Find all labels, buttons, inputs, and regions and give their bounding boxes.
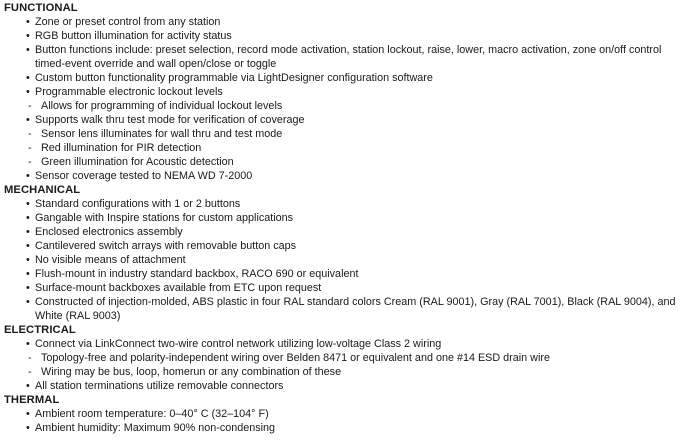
- sub-list-item-text: Red illumination for PIR detection: [41, 142, 202, 154]
- list-item-text: Standard configurations with 1 or 2 buttons: [35, 198, 241, 210]
- sub-list-item: [4, 365, 678, 379]
- bullet-icon: •: [26, 198, 30, 210]
- list-item-text: Programmable electronic lockout levels: [35, 86, 223, 98]
- section-thermal: [4, 393, 678, 435]
- list-item: [4, 29, 678, 43]
- sub-list-item-text: Allows for programming of individual lockout levels: [41, 100, 283, 112]
- list-item-text: Sensor coverage tested to NEMA WD 7-2000: [35, 170, 253, 182]
- list-item: [4, 71, 678, 85]
- section-heading: MECHANICAL: [4, 184, 81, 196]
- bullet-list: [4, 337, 678, 393]
- section-electrical: [4, 323, 678, 393]
- list-item-text: Enclosed electronics assembly: [35, 226, 183, 238]
- bullet-icon: •: [26, 44, 30, 56]
- bullet-icon: •: [26, 408, 30, 420]
- list-item-text: Zone or preset control from any station: [35, 16, 221, 28]
- list-item: [4, 337, 678, 379]
- bullet-icon: •: [26, 212, 30, 224]
- sub-list-item: [4, 155, 678, 169]
- list-item: [4, 295, 678, 323]
- dash-icon: -: [28, 142, 32, 154]
- list-item-text: No visible means of attachment: [35, 254, 186, 266]
- dash-icon: -: [28, 156, 32, 168]
- sub-list-item-text: Green illumination for Acoustic detection: [41, 156, 234, 168]
- section-heading: THERMAL: [4, 394, 60, 406]
- list-item: [4, 407, 678, 421]
- bullet-icon: •: [26, 72, 30, 84]
- list-item-text: Connect via LinkConnect two-wire control network utilizing low-voltage Class 2 wiring: [35, 338, 442, 350]
- list-item: [4, 197, 678, 211]
- sub-list: [28, 127, 678, 169]
- bullet-icon: •: [26, 296, 30, 308]
- sub-list: [28, 99, 678, 113]
- list-item: [4, 281, 678, 295]
- list-item: [4, 43, 678, 71]
- bullet-icon: •: [26, 422, 30, 434]
- bullet-list: [4, 197, 678, 323]
- sub-list-item: [4, 351, 678, 365]
- bullet-icon: •: [26, 114, 30, 126]
- list-item-text: Constructed of injection-molded, ABS plastic in four RAL standard colors Cream (RAL 9001), Gray (RAL 7001), Black (RAL 9004), and White (RAL 9003): [35, 296, 676, 322]
- list-item: [4, 379, 678, 393]
- list-item-text: Surface-mount backboxes available from ETC upon request: [35, 282, 322, 294]
- section-mechanical: [4, 183, 678, 323]
- list-item: [4, 253, 678, 267]
- section-heading: FUNCTIONAL: [4, 2, 78, 14]
- bullet-list: [4, 407, 678, 435]
- bullet-icon: •: [26, 380, 30, 392]
- list-item-text: RGB button illumination for activity status: [35, 30, 232, 42]
- bullet-icon: •: [26, 268, 30, 280]
- list-item: [4, 267, 678, 281]
- sub-list-item-text: Wiring may be bus, loop, homerun or any combination of these: [41, 366, 342, 378]
- list-item-text: Button functions include: preset selection, record mode activation, station lockout, raise, lower, macro activation, zone on/off control timed-event override and wall open/close or toggle: [35, 44, 662, 70]
- bullet-icon: •: [26, 86, 30, 98]
- bullet-icon: •: [26, 282, 30, 294]
- list-item: [4, 239, 678, 253]
- dash-icon: -: [28, 128, 32, 140]
- bullet-icon: •: [26, 30, 30, 42]
- bullet-icon: •: [26, 240, 30, 252]
- bullet-icon: •: [26, 338, 30, 350]
- dash-icon: -: [28, 100, 32, 112]
- list-item-text: Ambient room temperature: 0–40° C (32–104° F): [35, 408, 269, 420]
- list-item: [4, 169, 678, 183]
- sub-list: [28, 351, 678, 379]
- bullet-icon: •: [26, 16, 30, 28]
- sub-list-item: [4, 127, 678, 141]
- list-item: [4, 113, 678, 169]
- list-item: [4, 421, 678, 435]
- list-item-text: Gangable with Inspire stations for custom applications: [35, 212, 294, 224]
- section-functional: [4, 1, 678, 183]
- list-item-text: Flush-mount in industry standard backbox, RACO 690 or equivalent: [35, 268, 359, 280]
- list-item: [4, 85, 678, 113]
- list-item-text: Ambient humidity: Maximum 90% non-condensing: [35, 422, 276, 434]
- sub-list-item-text: Sensor lens illuminates for wall thru and test mode: [41, 128, 283, 140]
- sub-list-item: [4, 141, 678, 155]
- list-item-text: Custom button functionality programmable via LightDesigner configuration software: [35, 72, 433, 84]
- list-item: [4, 211, 678, 225]
- section-heading: ELECTRICAL: [4, 324, 76, 336]
- list-item-text: All station terminations utilize removable connectors: [35, 380, 284, 392]
- sub-list-item-text: Topology-free and polarity-independent wiring over Belden 8471 or equivalent and one #14 ESD drain wire: [41, 352, 550, 364]
- list-item-text: Cantilevered switch arrays with removable button caps: [35, 240, 297, 252]
- bullet-icon: •: [26, 254, 30, 266]
- bullet-icon: •: [26, 226, 30, 238]
- dash-icon: -: [28, 352, 32, 364]
- bullet-list: [4, 15, 678, 183]
- sub-list-item: [4, 99, 678, 113]
- list-item-text: Supports walk thru test mode for verification of coverage: [35, 114, 305, 126]
- list-item: [4, 225, 678, 239]
- dash-icon: -: [28, 366, 32, 378]
- bullet-icon: •: [26, 170, 30, 182]
- list-item: [4, 15, 678, 29]
